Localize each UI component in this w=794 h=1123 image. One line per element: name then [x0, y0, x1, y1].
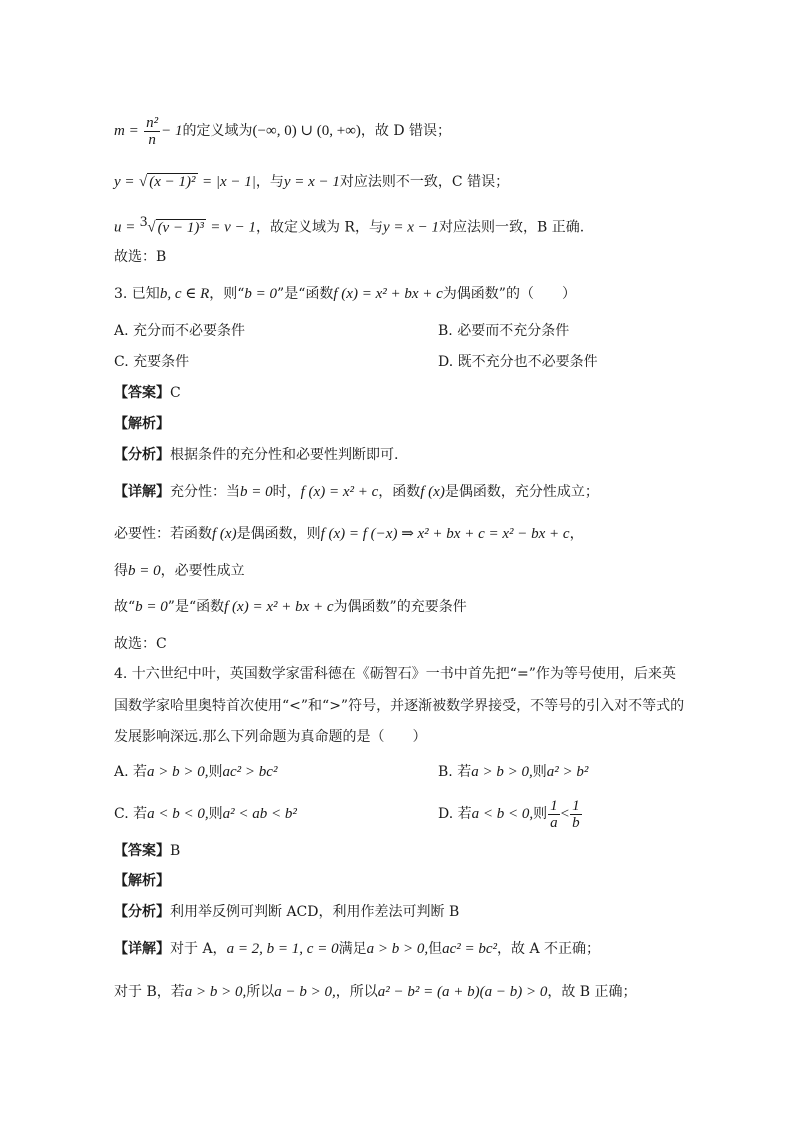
fraction-denominator: b: [572, 814, 580, 831]
formula-cond: a < b < 0,: [147, 806, 209, 822]
text-segment: 对于 B，若: [114, 984, 185, 1000]
text-segment: ，故 B 正确；: [547, 984, 637, 1000]
q4-option-c: [114, 804, 297, 824]
formula-m-lhs: m =: [114, 123, 139, 139]
text-segment: ，所以: [335, 984, 378, 1000]
text-segment: 3. 已知: [114, 286, 160, 302]
text-segment: ，与: [255, 174, 284, 190]
text-segment: 所以: [246, 984, 275, 1000]
formula-m-fraction: [144, 115, 160, 148]
formula-fx: f (x): [420, 484, 445, 500]
text-segment: ”是“函数: [277, 286, 334, 302]
less-than-sign: <: [560, 806, 570, 822]
formula-result: a² > b²: [546, 764, 589, 780]
sqrt-line-y: [114, 170, 509, 194]
text-segment: 是偶函数，则: [236, 526, 321, 542]
text-segment: 则: [532, 764, 547, 780]
formula-domain: (−∞, 0) ∪ (0, +∞): [252, 123, 361, 139]
text-segment: ”是“函数: [167, 599, 225, 615]
formula-fx: f (x): [212, 526, 237, 542]
text-segment: 则: [208, 764, 223, 780]
text-segment: 故“: [114, 599, 136, 615]
fenxi-label: 【分析】: [114, 904, 170, 920]
fraction-right: [570, 798, 582, 831]
text-segment: ，必要性成立: [160, 563, 245, 579]
q4-detail-b: [114, 982, 637, 1002]
text-segment: 是偶函数，充分性成立；: [444, 484, 599, 500]
formula-func: f (x) = x² + bx + c: [333, 286, 443, 302]
formula-cond: a > b > 0,: [147, 764, 209, 780]
q3-option-b: B. 必要而不充分条件: [438, 323, 570, 339]
q4-detail-a: [114, 939, 600, 959]
formula-cond: b = 0: [244, 286, 278, 302]
sqrt-radicand: (v − 1)³: [157, 219, 204, 236]
formula-compare: y = x − 1: [283, 174, 340, 190]
text-segment: ，则“: [209, 286, 245, 302]
answer-value: B: [170, 843, 181, 859]
answer-label: 【答案】: [114, 385, 170, 401]
answer-select-3: 故选：C: [114, 636, 167, 652]
q3-detail-necessity: [114, 524, 584, 544]
question-4-stem-line-3: 发展影响深远.那么下列命题为真命题的是（ ）: [114, 729, 427, 745]
cbrt-line-u: [114, 210, 584, 240]
formula-values: a = 2, b = 1, c = 0: [226, 941, 339, 957]
q4-option-b: [438, 762, 588, 782]
text-segment: 对于 A，: [170, 941, 227, 957]
formula-result: ac² = bc²: [442, 941, 498, 957]
text-segment: 则: [533, 806, 548, 822]
q3-option-a: A. 充分而不必要条件: [114, 323, 246, 339]
q4-option-a: [114, 762, 277, 782]
fraction-left: [548, 798, 560, 831]
xiangjie-label: 【详解】: [114, 941, 170, 957]
formula-m-rest: − 1: [161, 123, 183, 139]
fraction-numerator: 1: [550, 797, 558, 814]
text-segment: 必要性：若函数: [114, 526, 212, 542]
text-segment: 为偶函数”的（ ）: [442, 286, 576, 302]
q3-analysis-label: 【解析】: [114, 416, 170, 432]
answer-select-2: 故选：B: [114, 249, 167, 265]
formula-f: f (x) = x² + c: [300, 484, 379, 500]
q3-detail-conclusion: [114, 597, 467, 617]
formula-cond: a < b < 0,: [471, 806, 534, 822]
formula-factor: a² − b² = (a + b)(a − b) > 0: [377, 984, 548, 1000]
text-segment: D. 若: [438, 806, 472, 822]
question-4-stem-line-2: 国数学家哈里奥特首次使用“<”和“>”符号，并逐渐被数学界接受，不等号的引入对不等式的: [114, 698, 685, 714]
fraction-numerator: n²: [146, 114, 159, 131]
text-segment: 时，: [272, 484, 301, 500]
formula-set: b, c ∈ R: [159, 286, 210, 302]
text-segment: ，函数: [378, 484, 421, 500]
formula-implication: f (x) = f (−x) ⇒ x² + bx + c = x² − bx + c: [320, 526, 570, 542]
fenxi-text: 根据条件的充分性和必要性判断即可.: [170, 447, 399, 463]
text-segment: 的定义域为: [182, 123, 253, 139]
fenxi-text: 利用举反例可判断 ACD，利用作差法可判断 B: [170, 904, 460, 920]
sqrt-sign: √: [147, 219, 156, 236]
fenxi-label: 【分析】: [114, 447, 170, 463]
formula-u-lhs: u =: [114, 219, 136, 236]
formula-cond: b = 0: [135, 599, 168, 615]
formula-compare: y = x − 1: [382, 219, 440, 236]
formula-cond: a > b > 0,: [366, 941, 429, 957]
text-segment: ，故定义域为 R，与: [255, 219, 383, 236]
text-segment: 对应法则一致，B 正确.: [439, 219, 585, 236]
fraction-denominator: n: [148, 131, 156, 148]
text-segment: 得: [114, 563, 128, 579]
root-index: 3: [139, 214, 148, 230]
text-segment: 则: [208, 806, 223, 822]
q3-option-c: C. 充要条件: [114, 354, 190, 370]
formula-cond: b = 0: [240, 484, 273, 500]
fraction-denominator: a: [550, 814, 558, 831]
q3-detail-result: [114, 561, 245, 581]
q4-analysis-label: 【解析】: [114, 873, 170, 889]
fraction-numerator: 1: [572, 797, 580, 814]
answer-value: C: [170, 385, 181, 401]
formula-y-lhs: y =: [114, 174, 135, 190]
text-segment: ，: [569, 526, 584, 542]
sqrt-sign: √: [138, 174, 148, 190]
question-4-stem-line-1: 4. 十六世纪中叶，英国数学家雷科德在《砺智石》一书中首先把“=”作为等号使用，后来英: [114, 666, 676, 682]
text-segment: C. 若: [114, 806, 148, 822]
text-segment: ，故 A 不正确；: [497, 941, 601, 957]
formula-result: b = 0: [128, 563, 161, 579]
xiangjie-label: 【详解】: [114, 484, 170, 500]
formula-y-rhs: = |x − 1|: [201, 174, 256, 190]
text-segment: 对应法则不一致，C 错误；: [339, 174, 510, 190]
text-segment: ，故 D 错误；: [360, 123, 452, 139]
formula-func: f (x) = x² + bx + c: [224, 599, 334, 615]
formula-u-rhs: = v − 1: [210, 219, 256, 236]
q4-fenxi: [114, 902, 459, 922]
formula-result: a² < ab < b²: [222, 806, 297, 822]
text-segment: 为偶函数”的充要条件: [333, 599, 467, 615]
text-segment: B. 若: [438, 764, 472, 780]
text-segment: 满足: [338, 941, 367, 957]
formula-result: ac² > bc²: [222, 764, 278, 780]
q3-fenxi: [114, 445, 398, 465]
q3-detail-sufficiency: [114, 482, 599, 502]
formula-cond: a > b > 0,: [471, 764, 533, 780]
question-3-stem: [114, 284, 576, 304]
formula-diff: a − b > 0,: [274, 984, 336, 1000]
domain-line-m: [114, 114, 451, 148]
q3-answer: [114, 383, 181, 403]
answer-label: 【答案】: [114, 843, 170, 859]
text-segment: 充分性：当: [170, 484, 240, 500]
q4-option-d: [438, 797, 583, 831]
q3-option-d: D. 既不充分也不必要条件: [438, 354, 598, 370]
text-segment: A. 若: [114, 764, 148, 780]
q4-answer: [114, 841, 180, 861]
text-segment: 但: [428, 941, 443, 957]
formula-cond: a > b > 0,: [184, 984, 247, 1000]
sqrt-radicand: (x − 1)²: [149, 174, 196, 190]
